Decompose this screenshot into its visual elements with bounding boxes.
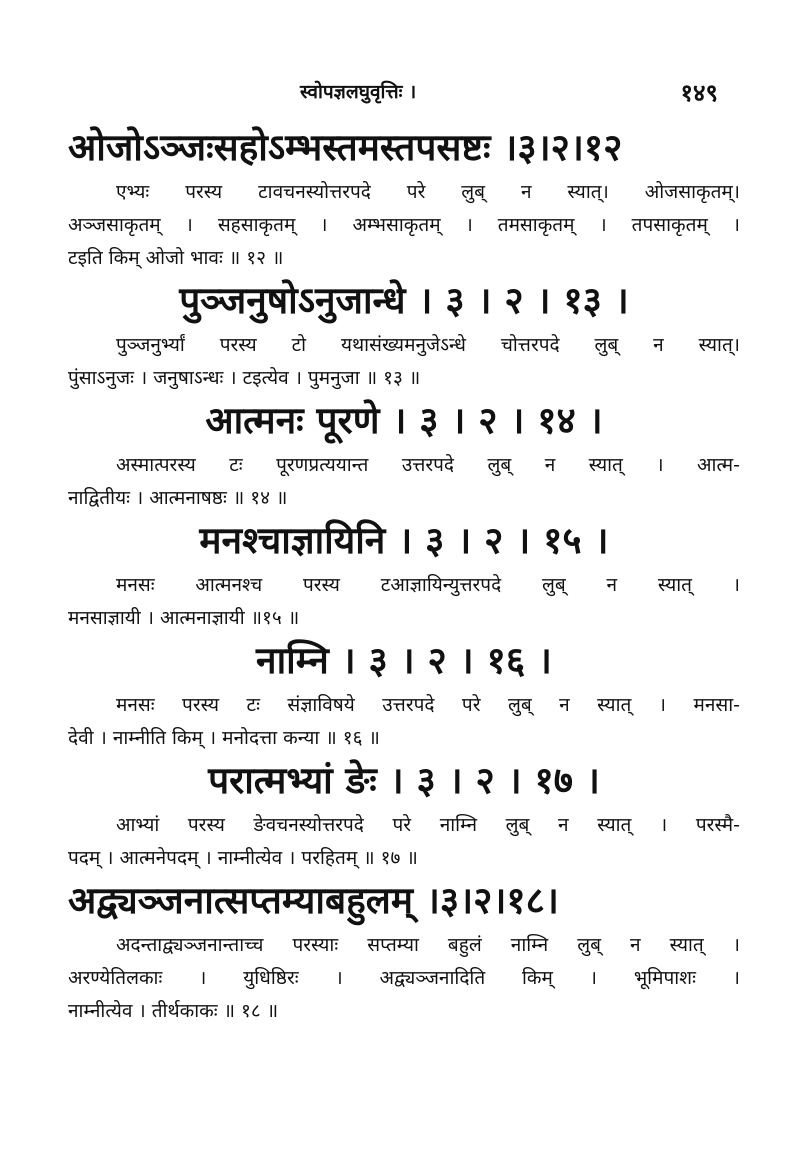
page-content (68, 122, 740, 1028)
sutra-heading: पुञ्जनुषोऽनुजान्धे । ३ । २ । १३ । (179, 279, 629, 322)
commentary-line: देवी । नाम्नीति किम् । मनोदत्ता कन्या ॥ १६ ॥ (68, 727, 380, 749)
commentary-line: आभ्यां परस्य ङेवचनस्योत्तरपदे परे नाम्नि लुब् न स्यात् । परस्मै- (116, 814, 740, 836)
commentary-line: एभ्यः परस्य टावचनस्योत्तरपदे परे लुब् न स्यात्। ओजसाकृतम्। (116, 181, 740, 203)
commentary-line: अस्मात्परस्य टः पूरणप्रत्ययान्त उत्तरपदे लुब् न स्यात् । आत्म- (116, 454, 740, 476)
sutra-block-12 (68, 122, 740, 275)
sutra-block-14 (68, 395, 740, 515)
sutra-heading: आत्मनः पूरणे । ३ । २ । १४ । (205, 399, 603, 442)
sutra-heading: ओजोऽञ्जःसहोऽम्भस्तमस्तपसष्टः ।३।२।१२ (68, 126, 623, 169)
commentary-line: नाम्नीत्येव । तीर्थकाकः ॥ १८ ॥ (68, 1000, 279, 1022)
commentary-line: पुंसाऽनुजः । जनुषाऽन्धः । टइत्येव । पुमनुजा ॥ १३ ॥ (68, 367, 421, 389)
commentary-line: मनसः आत्मनश्च परस्य टआज्ञायिन्युत्तरपदे लुब् न स्यात् । (116, 574, 740, 596)
sutra-block-13 (68, 275, 740, 395)
commentary-line: अञ्जसाकृतम् । सहसाकृतम् । अम्भसाकृतम् । तमसाकृतम् । तपसाकृतम् । (68, 214, 740, 236)
sutra-block-17 (68, 755, 740, 875)
running-header (0, 78, 800, 112)
commentary-line: टइति किम् ओजो भावः ॥ १२ ॥ (68, 247, 284, 269)
commentary-line: मनसः परस्य टः संज्ञाविषये उत्तरपदे परे लुब् न स्यात् । मनसा- (116, 694, 740, 716)
sutra-heading: अद्व्यञ्जनात्सप्तम्याबहुलम् ।३।२।१८। (68, 879, 559, 922)
sutra-block-16 (68, 635, 740, 755)
commentary-line: अदन्ताद्व्यञ्जनान्ताच्च परस्याः सप्तम्या बहुलं नाम्नि लुब् न स्यात् । (116, 934, 740, 956)
sutra-block-18 (68, 875, 740, 1028)
commentary-line: पदम् । आत्मनेपदम् । नाम्नीत्येव । परहितम् ॥ १७ ॥ (68, 847, 418, 869)
commentary-line: मनसाज्ञायी । आत्मनाज्ञायी ॥१५ ॥ (68, 607, 300, 629)
sutra-heading: मनश्चाज्ञायिनि । ३ । २ । १५ । (199, 519, 609, 562)
page-number: १४९ (680, 79, 718, 107)
sutra-heading: परात्मभ्यां ङेः । ३ । २ । १७ । (208, 759, 600, 802)
commentary-line: अरण्येतिलकाः । युधिष्ठिरः । अद्व्यञ्जनादिति किम् । भूमिपाशः । (68, 967, 740, 989)
commentary-line: नाद्वितीयः । आत्मनाषष्ठः ॥ १४ ॥ (68, 487, 288, 509)
sutra-block-15 (68, 515, 740, 635)
sutra-heading: नाम्नि । ३ । २ । १६ । (256, 639, 552, 682)
commentary-line: पुञ्जनुर्भ्यां परस्य टो यथासंख्यमनुजेऽन्धे चोत्तरपदे लुब् न स्यात्। (116, 334, 740, 356)
header-title: स्वोपज्ञलघुवृत्तिः । (300, 81, 417, 103)
